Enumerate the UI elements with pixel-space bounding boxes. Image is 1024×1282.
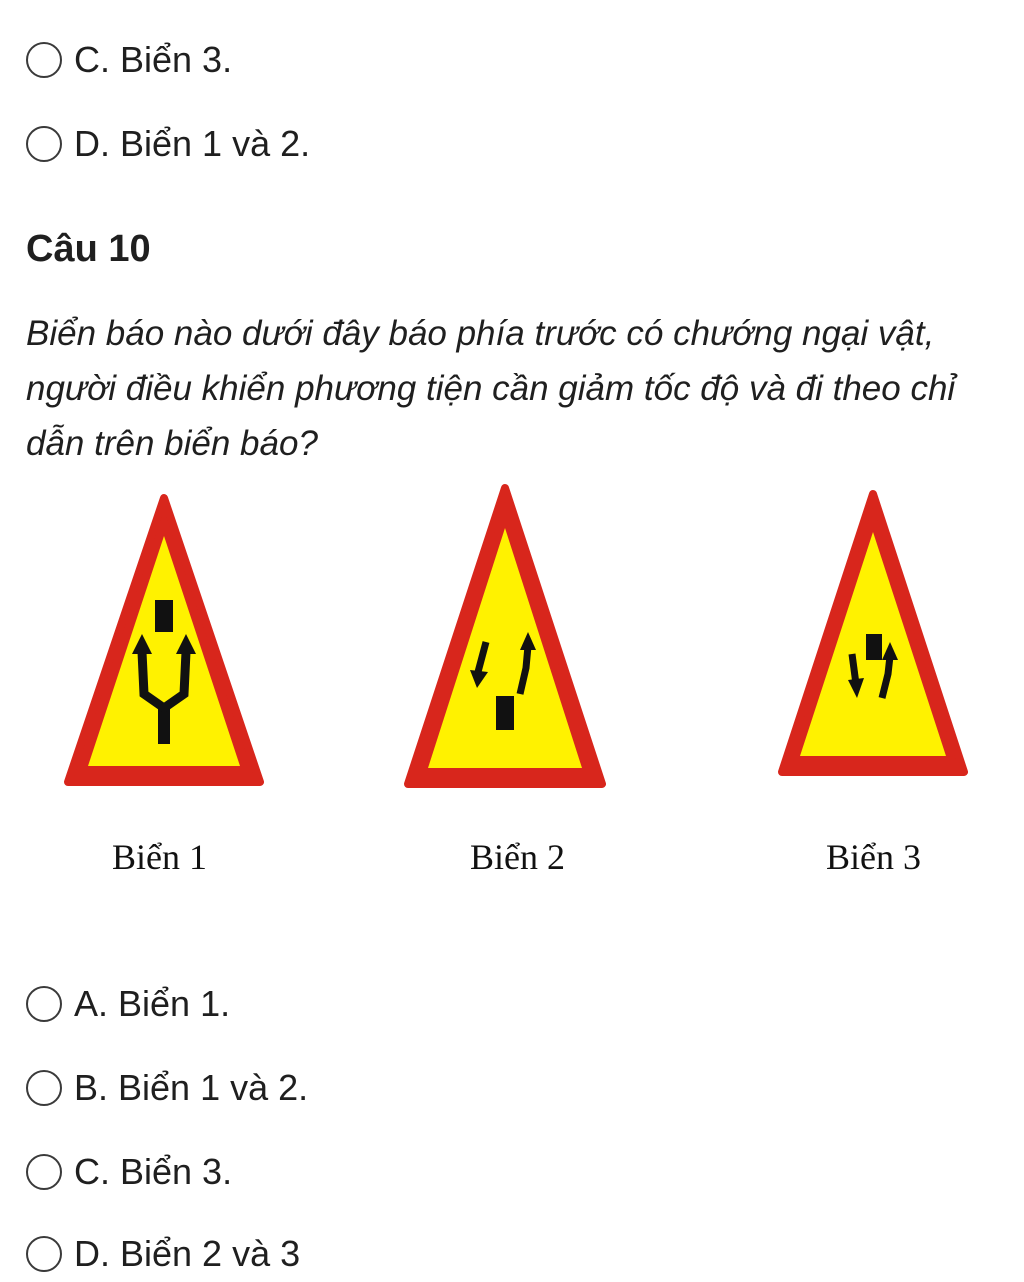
prev-option-c[interactable]	[26, 32, 232, 88]
question-text: Biển báo nào dưới đây báo phía trước có chướng ngại vật, người điều khiển phương tiện cần giảm tốc độ và đi theo chỉ dẫn trên biển báo?	[26, 314, 956, 463]
warning-triangle-icon	[778, 488, 968, 782]
sign-2-caption: Biển 2	[470, 837, 565, 877]
option-c[interactable]	[26, 1144, 232, 1200]
sign-1-image	[64, 492, 264, 792]
radio-button[interactable]	[26, 126, 62, 162]
option-label: D. Biển 2 và 3	[74, 1233, 301, 1274]
radio-button[interactable]	[26, 1154, 62, 1190]
option-b[interactable]	[26, 1060, 308, 1116]
option-d[interactable]	[26, 1226, 300, 1282]
radio-button[interactable]	[26, 986, 62, 1022]
sign-3-image	[778, 488, 968, 782]
warning-triangle-icon	[404, 482, 606, 794]
option-label: C. Biển 3.	[74, 39, 233, 80]
sign-3-caption: Biển 3	[826, 837, 921, 877]
option-label: B. Biển 1 và 2.	[74, 1067, 309, 1108]
radio-button[interactable]	[26, 1070, 62, 1106]
option-label: D. Biển 1 và 2.	[74, 123, 311, 164]
sign-2-image	[404, 482, 606, 794]
sign-1-caption: Biển 1	[112, 837, 207, 877]
prev-option-d[interactable]	[26, 116, 310, 172]
option-label: A. Biển 1.	[74, 983, 231, 1024]
question-title: Câu 10	[26, 228, 151, 270]
warning-triangle-icon	[64, 492, 264, 792]
option-a[interactable]	[26, 976, 230, 1032]
radio-button[interactable]	[26, 42, 62, 78]
option-label: C. Biển 3.	[74, 1151, 233, 1192]
radio-button[interactable]	[26, 1236, 62, 1272]
